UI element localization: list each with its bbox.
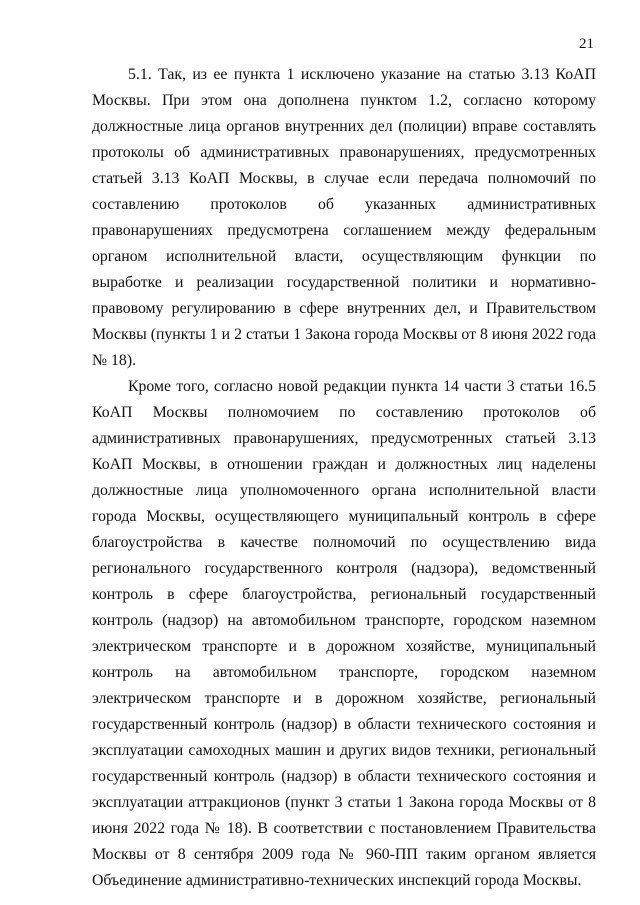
paragraph-amendments: Кроме того, согласно новой редакции пункта 14 части 3 статьи 16.5 КоАП Москвы полномочием по составлению протоколов об административных правонарушениях, предусмотренных статьей 3.13 КоАП Москвы, в отношении граждан и должностных лиц наделены должностные лица уполномоченного органа исполнительной власти города Москвы, осуществляющего муниципальный контроль в сфере благоустройства в качестве полномочий по осуществлению вида регионального государственного контроля (надзора), ведомственный контроль в сфере благоустройства, региональный государственный контроль (надзор) на автомобильном транспорте, городском наземном электрическом транспорте и в дорожном хозяйстве, муниципальный контроль на автомобильном транспорте, городском наземном электрическом транспорте и в дорожном хозяйстве, региональный государственный контроль (надзор) в области технического состояния и эксплуатации самоходных машин и других видов техники, региональный государственный контроль (надзор) в области технического состояния и эксплуатации аттракционов (пункт 3 статьи 1 Закона города Москвы от 8 июня 2022 года № 18). В соответствии с постановлением Правительства Москвы от 8 сентября 2009 года № 960-ПП таким органом является Объединение административно-технических инспекций города Москвы. [92, 378, 596, 889]
document-body [92, 62, 596, 894]
paragraph-5-1: 5.1. Так, из ее пункта 1 исключено указание на статью 3.13 КоАП Москвы. При этом она дополнена пунктом 1.2, согласно которому должностные лица органов внутренних дел (полиции) вправе составлять протоколы об административных правонарушениях, предусмотренных статьей 3.13 КоАП Москвы, в случае если передача полномочий по составлению протоколов об указанных административных правонарушениях предусмотрена соглашением между федеральным органом исполнительной власти, осуществляющим функции по выработке и реализации государственной политики и нормативно-правовому регулированию в сфере внутренних дел, и Правительством Москвы (пункты 1 и 2 статьи 1 Закона города Москвы от 8 июня 2022 года № 18). [92, 66, 596, 369]
page-number: 21 [579, 36, 594, 52]
